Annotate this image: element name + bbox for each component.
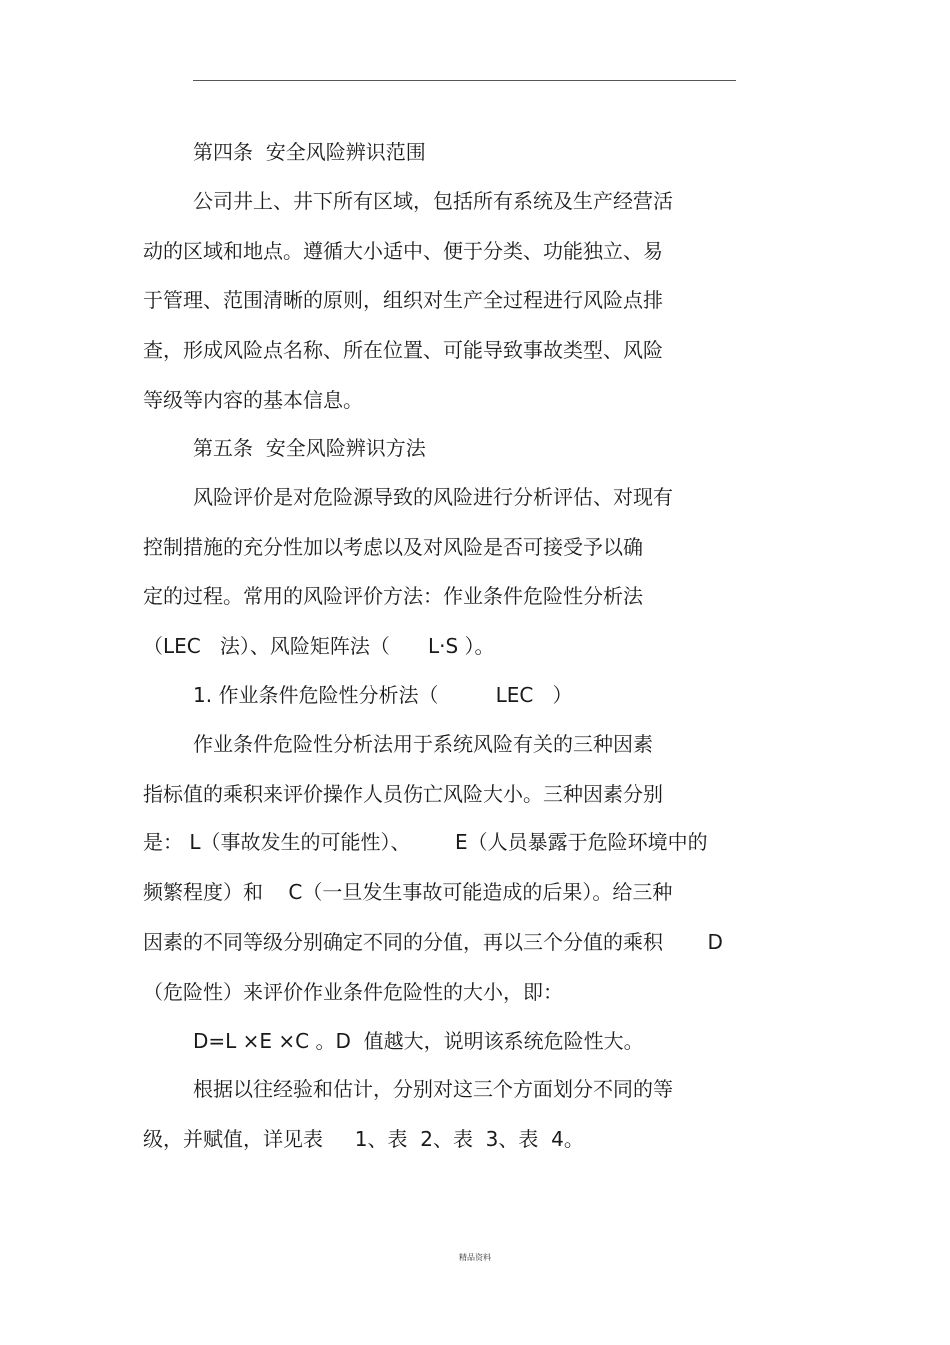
paragraph-line: 因素的不同等级分别确定不同的分值，再以三个分值的乘积 D xyxy=(143,930,723,954)
paragraph-line: 于管理、范围清晰的原则，组织对生产全过程进行风险点排 xyxy=(143,288,663,312)
paragraph-line: 动的区域和地点。遵循大小适中、便于分类、功能独立、易 xyxy=(143,239,663,263)
paragraph-line: 是： L（事故发生的可能性）、 E（人员暴露于危险环境中的 xyxy=(143,830,708,854)
paragraph-line: 级，并赋值，详见表 1、表 2、表 3、表 4。 xyxy=(143,1127,584,1151)
paragraph-line: 等级等内容的基本信息。 xyxy=(143,388,363,412)
header-rule xyxy=(193,80,736,81)
paragraph-line: 查，形成风险点名称、所在位置、可能导致事故类型、风险 xyxy=(143,338,663,362)
paragraph-line: （LEC 法）、风险矩阵法（ L·S ）。 xyxy=(143,634,495,658)
paragraph-line: 定的过程。常用的风险评价方法：作业条件危险性分析法 xyxy=(143,584,643,608)
paragraph-line: 风险评价是对危险源导致的风险进行分析评估、对现有 xyxy=(193,485,673,509)
article-5-heading: 第五条 安全风险辨识方法 xyxy=(193,436,426,460)
page-footer: 精品资料 xyxy=(459,1253,491,1262)
formula-line: D=L ×E ×C 。D 值越大，说明该系统危险性大。 xyxy=(193,1029,644,1053)
section-1-heading: 1. 作业条件危险性分析法（ LEC ） xyxy=(193,683,573,707)
paragraph-line: 公司井上、井下所有区域，包括所有系统及生产经营活 xyxy=(193,189,673,213)
paragraph-line: 频繁程度）和 C（一旦发生事故可能造成的后果）。给三种 xyxy=(143,880,673,904)
paragraph-line: （危险性）来评价作业条件危险性的大小，即： xyxy=(143,980,563,1004)
paragraph-line: 根据以往经验和估计，分别对这三个方面划分不同的等 xyxy=(193,1077,673,1101)
paragraph-line: 控制措施的充分性加以考虑以及对风险是否可接受予以确 xyxy=(143,535,643,559)
paragraph-line: 指标值的乘积来评价操作人员伤亡风险大小。三种因素分别 xyxy=(143,782,663,806)
paragraph-line: 作业条件危险性分析法用于系统风险有关的三种因素 xyxy=(193,732,653,756)
article-4-heading: 第四条 安全风险辨识范围 xyxy=(193,140,426,164)
